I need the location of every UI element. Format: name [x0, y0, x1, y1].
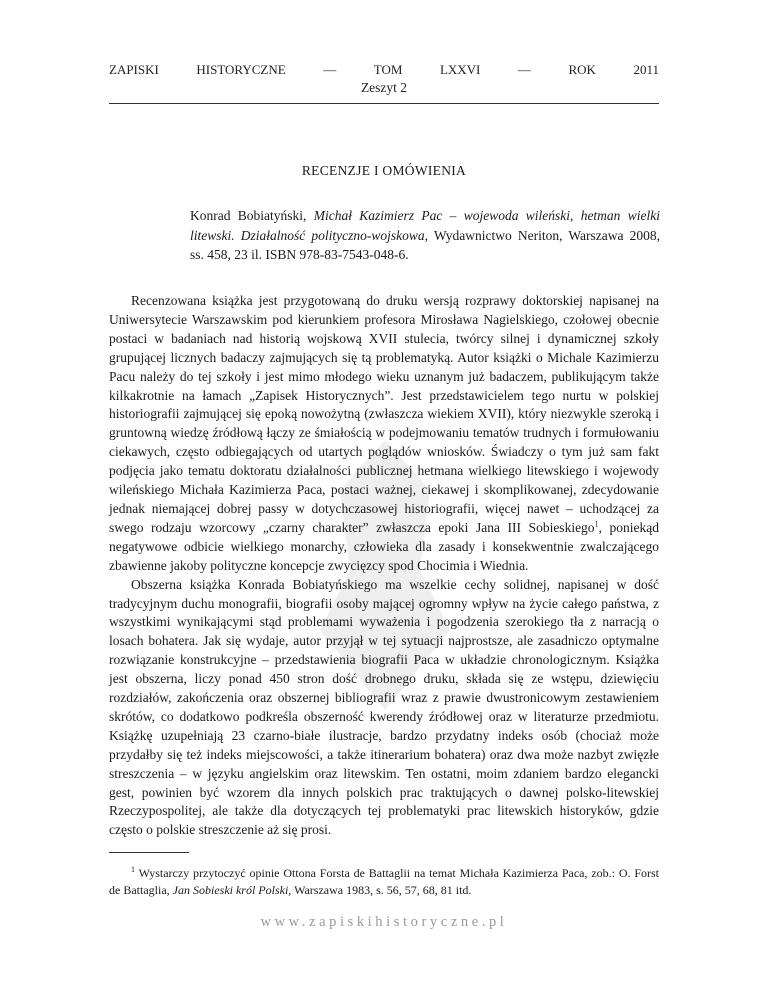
footnote-text: Wystarczy przytoczyć opinie Ottona Forsta de Battaglii na temat Michała Kazimierza Paca, zob.: O. Forst de Battaglia, — [109, 866, 659, 897]
footer-website-link[interactable]: www.zapiskihistoryczne.pl — [260, 914, 508, 930]
header-word: — — [323, 62, 337, 77]
section-title: RECENZJE I OMÓWIENIA — [301, 163, 467, 178]
header-word: 2011 — [633, 62, 659, 77]
paragraph-text: , poniekąd negatywowe odbicie wielkiego monarchy, człowieka dla zasady i konsekwentnie zwalczającego zbawienne jakoby polityczne koncepcje zwycięzcy spod Chocimia i Wiednia. — [109, 519, 659, 573]
footnote-book-title: Jan Sobieski król Polski — [172, 883, 289, 897]
review-publication-details: , Wydawnictwo Neriton, Warszawa 2008, ss. 458, 23 il. ISBN 978-83-7543-048-6. — [190, 227, 660, 263]
header-word: ROK — [568, 62, 596, 77]
header-word: ZAPISKI — [109, 62, 159, 77]
running-header — [109, 62, 659, 78]
header-rule — [109, 103, 659, 104]
paragraph — [109, 292, 659, 576]
review-author: Konrad Bobiatyński, — [190, 208, 314, 223]
footnote-number: 1 — [131, 865, 135, 874]
footnote — [109, 865, 659, 899]
issue-number: Zeszyt 2 — [360, 80, 408, 95]
bibliographic-entry — [190, 206, 660, 265]
paragraph-text: Recenzowana książka jest przygotowaną do druku wersją rozprawy doktorskiej napisanej na Uniwersytecie Warszawskim pod kierunkiem profesora Mirosława Nagielskiego, czołowej obecnie postaci w badaniach nad historią wojskową XVII stulecia, twórcy silnej i dynamicznej szkoły grupującej licznych badaczy zajmujących się tą problematyką. Autor książki o Michale Kazimierzu Pacu należy do tej szkoły i jest mimo młodego wieku uznanym już badaczem, publikującym także kilkakrotnie na łamach „Zapisek Historycznych”. Jest przedstawicielem tego nurtu w polskiej historiografii zajmującej się epoką nowożytną (zwłaszcza wiekiem XVII), który niezwykle szeroką i gruntowną wiedzę źródłową łączy ze śmiałością w podejmowaniu tematów trudnych i formułowaniu ciekawych, często odbiegających od utartych poglądów wniosków. Świadczy o tym już sam fakt podjęcia jako tematu doktoratu działalności publicznej hetmana wielkiego litewskiego i wojewody wileńskiego Michała Kazimierza Paca, postaci ważnej, ciekawej i skomplikowanej, zdecydowanie jednak niemającej dobrej passy w dotychczasowej historiografii, więcej nawet – uchodzącej za swego rodzaju wzorcowy „czarny charakter” zwłaszcza epoki Jana III Sobieskiego — [109, 293, 659, 535]
header-word: TOM — [373, 62, 403, 77]
header-word: — — [517, 62, 531, 77]
review-body — [109, 292, 659, 840]
footnote-separator — [109, 852, 189, 853]
review-book-title: Michał Kazimierz Pac – wojewoda wileński, hetman wielki litewski. Działalność polityczno-wojskowa — [190, 208, 660, 243]
footnote-ref[interactable]: 1 — [594, 519, 599, 529]
header-word: HISTORYCZNE — [196, 62, 286, 77]
header-word: LXXVI — [439, 62, 481, 77]
footnote-text: , Warszawa 1983, s. 56, 57, 68, 81 itd. — [288, 883, 472, 897]
paragraph: Obszerna książka Konrada Bobiatyńskiego ma wszelkie cechy solidnej, napisanej w dość tradycyjnym duchu monografii, biografii osoby mającej ogromny wpływ na życie całego państwa, z wszystkimi wynikającymi stąd problemami wyważenia i pogodzenia szerokiego tła z narracją o losach bohatera. Jak się wydaje, autor przyjął w tej sytuacji najprostsze, ale zasadniczo optymalne rozwiązanie konstrukcyjne – przedstawienia biografii Paca w układzie chronologicznym. Książka jest obszerna, liczy ponad 450 stron dość drobnego druku, składa się ze wstępu, dziewięciu rozdziałów, zakończenia oraz obszernej bibliografii wraz z prawie dwustronicowym zestawieniem skrótów, co dodatkowo podkreśla obszerność kwerendy źródłowej oraz w literaturze przedmiotu. Książkę uzupełniają 23 czarno-białe ilustracje, bardzo przydatny indeks osób (chociaż może przydałby się też indeks miejscowości, a także itinerarium bohatera) oraz dwa może nazbyt zwięzłe streszczenia – w języku angielskim oraz litewskim. Ten ostatni, moim zdaniem bardzo elegancki gest, powinien być wzorem dla innych polskich prac traktujących o dawnej polsko-litewskiej Rzeczypospolitej, ale także dla dotyczących tej problematyki prac litewskich historyków, gdzie często o polskie streszczenie aż się prosi. — [109, 576, 659, 838]
